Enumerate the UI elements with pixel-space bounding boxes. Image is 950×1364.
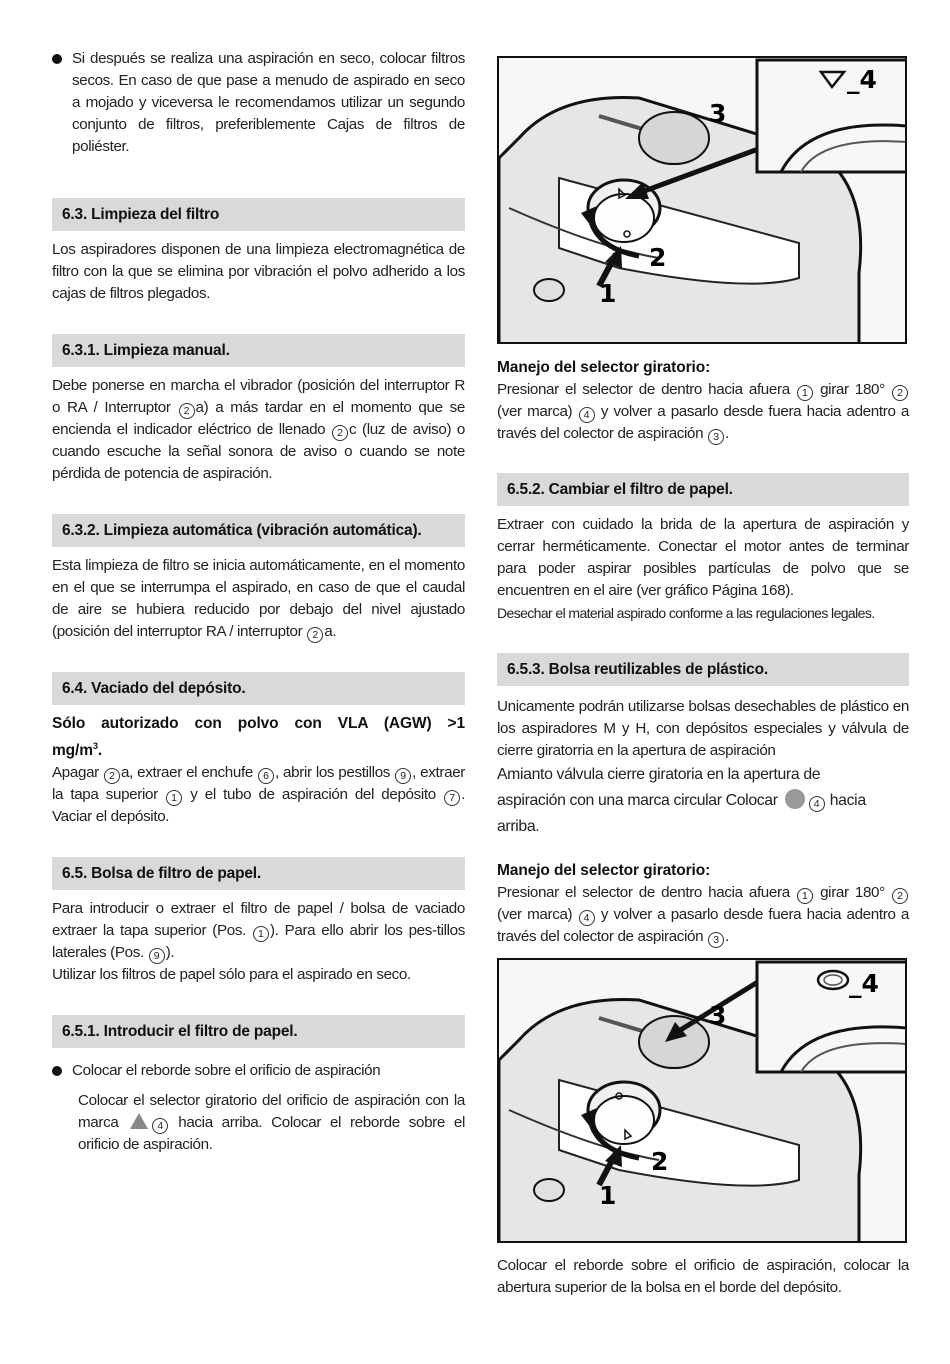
- manejo-section-1: [497, 357, 909, 445]
- vacuum-diagram-2: [499, 960, 907, 1243]
- section-6-5-3-body-2: Amianto válvula cierre giratoria en la apertura de aspiración con una marca circular Colocar 4 hacia arriba.: [497, 766, 866, 835]
- svg-text:2: 2: [651, 1147, 669, 1176]
- circle-mark-icon: [785, 789, 805, 809]
- section-6-3-body: Los aspiradores disponen de una limpieza electromagnética de filtro con la que se elimina por vibración el polvo adherido a los cajas de filtros plegados.: [52, 241, 465, 302]
- svg-text:1: 1: [599, 279, 617, 308]
- section-heading-6-4: 6.4. Vaciado del depósito.: [52, 672, 465, 705]
- number-circle: 1: [253, 926, 269, 942]
- number-circle: 4: [152, 1118, 168, 1134]
- section-heading-6-3: 6.3. Limpieza del filtro: [52, 198, 465, 231]
- section-6-5-3-body: Unicamente podrán utilizarse bolsas desechables de plástico en los aspiradores M y H, con depósitos especiales y válvula de cierre giratorria en la apertura de aspiración: [497, 698, 909, 759]
- number-circle: 2: [307, 627, 323, 643]
- number-circle: 9: [149, 948, 165, 964]
- manejo-heading-1: Manejo del selector giratorio:: [497, 359, 711, 376]
- section-6-5-3: [497, 653, 909, 840]
- section-6-5-1-bullet-item: [52, 1060, 465, 1082]
- rotary-selector-illustration-2: [497, 958, 907, 1243]
- svg-text:3: 3: [709, 99, 727, 128]
- section-6-3-2-body: Esta limpieza de filtro se inicia automáticamente, en el momento en el que se interrumpa el aspirado, en caso de que el caudal de aire se hubiera reducido por debajo del nivel ajustado (posición del interruptor RA / interruptor 2 a.: [52, 557, 465, 641]
- intro-bullet-text: Si después se realiza una aspiración en seco, colocar filtros secos. En caso de que pase a menudo de aspirado en seco a mojado y viceversa le recomendamos utilizar un segundo conjunto de filtros, preferiblemente Cajas de filtros de poliéster.: [72, 50, 465, 155]
- number-circle: 9: [395, 768, 411, 784]
- number-circle: 1: [797, 385, 813, 401]
- section-6-5-2-body-2: Desechar el material aspirado conforme a las regulaciones legales.: [497, 605, 875, 621]
- section-heading-6-5-1: 6.5.1. Introducir el filtro de papel.: [52, 1015, 465, 1048]
- svg-text:_4: _4: [849, 969, 879, 998]
- number-circle: 3: [708, 429, 724, 445]
- section-6-5-body: Para introducir o extraer el filtro de papel / bolsa de vaciado extraer la tapa superior (Pos. 1 ). Para ello abrir los pes-tillos laterales (Pos. 9 ).: [52, 900, 465, 963]
- svg-text:2: 2: [649, 243, 667, 272]
- number-circle: 3: [708, 932, 724, 948]
- bullet-icon: [52, 1066, 62, 1076]
- manejo-section-2: [497, 860, 909, 948]
- number-circle: 2: [892, 385, 908, 401]
- number-circle: 1: [797, 888, 813, 904]
- section-heading-6-3-1: 6.3.1. Limpieza manual.: [52, 334, 465, 367]
- section-heading-6-5-3: 6.5.3. Bolsa reutilizables de plástico.: [497, 653, 909, 686]
- manejo-body-1: Presionar el selector de dentro hacia afuera 1 girar 180° 2 (ver marca) 4 y volver a pasarlo desde fuera hacia adentro a través del colector de aspiración 3 .: [497, 381, 909, 443]
- section-heading-6-3-2: 6.3.2. Limpieza automática (vibración automática).: [52, 514, 465, 547]
- number-circle: 2: [892, 888, 908, 904]
- section-6-5-1-body: Colocar el selector giratorio del orificio de aspiración con la marca 4 hacia arriba. Colocar el reborde sobre el orificio de aspiración.: [78, 1092, 465, 1154]
- number-circle: 4: [809, 796, 825, 812]
- section-heading-6-5-2: 6.5.2. Cambiar el filtro de papel.: [497, 473, 909, 506]
- rotary-selector-illustration-1: [497, 56, 907, 344]
- number-circle: 4: [579, 407, 595, 423]
- section-6-3-1-body: Debe ponerse en marcha el vibrador (posición del interruptor R o RA / Interruptor 2 a) a más tardar en el momento que se encienda el indicador eléctrico de llenado 2 c (luz de aviso) o cuando escuche la señal sonora de aviso o cuando se note pérdida de potencia de aspiración.: [52, 377, 466, 482]
- section-6-5-2-body: Extraer con cuidado la brida de la apertura de aspiración y cerrar herméticamente. Conectar el motor antes de terminar para poder aspirar posibles partículas de polvo que se encuentren en el aire (ver gráfico Página 168).: [497, 516, 909, 599]
- section-6-5-1-bullet-text: Colocar el reborde sobre el orificio de aspiración: [72, 1062, 381, 1080]
- section-6-4-body: Apagar 2 a, extraer el enchufe 6 , abrir los pestillos 9 , extraer la tapa superior 1 y el tubo de aspiración del depósito 7 . Vaciar el depósito.: [52, 764, 465, 826]
- manejo-body-2: Presionar el selector de dentro hacia afuera 1 girar 180° 2 (ver marca) 4 y volver a pasarlo desde fuera hacia adentro a través del colector de aspiración 3 .: [497, 884, 909, 946]
- bullet-icon: [52, 54, 62, 64]
- number-circle: 1: [166, 790, 182, 806]
- section-6-4-subtitle: Sólo autorizado con polvo con VLA (AGW) >1 $mg/m^3$.: [52, 715, 465, 760]
- manejo-heading-2: Manejo del selector giratorio:: [497, 862, 711, 879]
- section-6-5-2: [497, 473, 909, 624]
- svg-text:1: 1: [599, 1181, 617, 1210]
- vacuum-diagram-1: [499, 58, 907, 344]
- number-circle: 4: [579, 910, 595, 926]
- figure-2-caption: Colocar el reborde sobre el orificio de aspiración, colocar la abertura superior de la bolsa en el borde del depósito.: [497, 1257, 909, 1296]
- section-heading-6-5: 6.5. Bolsa de filtro de papel.: [52, 857, 465, 890]
- number-circle: 7: [444, 790, 460, 806]
- number-circle: 2: [332, 425, 348, 441]
- section-6-5-body-2: Utilizar los filtros de papel sólo para el aspirado en seco.: [52, 966, 411, 984]
- triangle-mark-icon: [130, 1113, 148, 1129]
- intro-bullet-item: [52, 48, 465, 158]
- number-circle: 6: [258, 768, 274, 784]
- svg-text:3: 3: [709, 1001, 727, 1030]
- number-circle: 2: [104, 768, 120, 784]
- left-column: [52, 48, 465, 1156]
- svg-text:_4: _4: [847, 65, 877, 94]
- number-circle: 2: [179, 403, 195, 419]
